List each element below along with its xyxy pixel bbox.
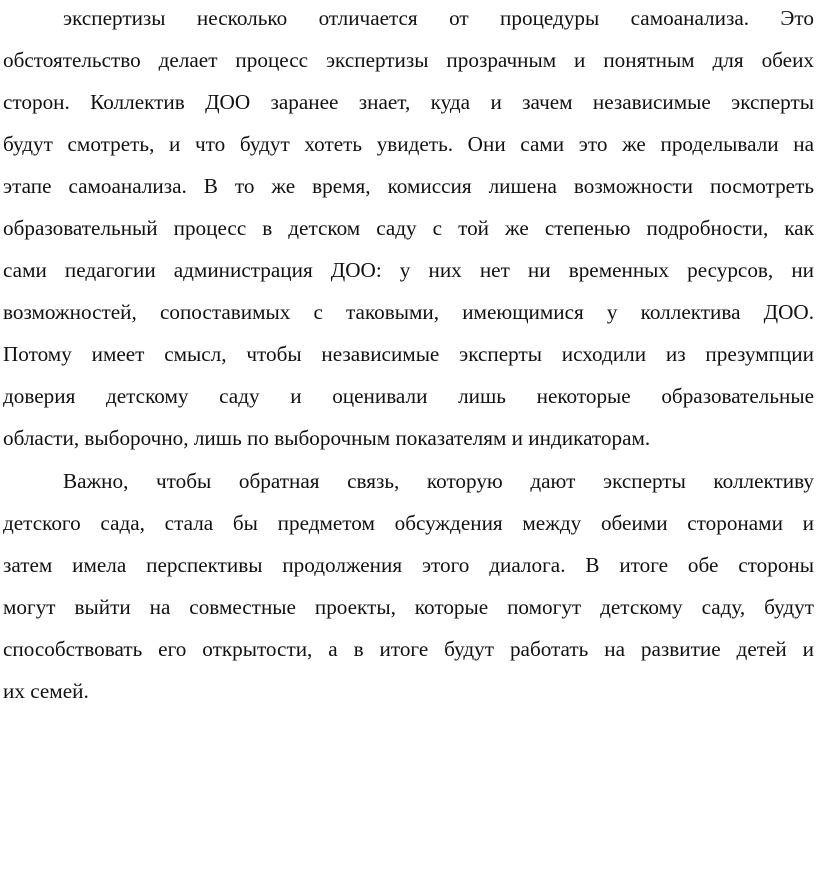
text-line: доверия детскому саду и оценивали лишь некоторые образовательные	[3, 384, 814, 408]
text-line: будут смотреть, и что будут хотеть увидеть. Они сами это же проделывали на	[3, 132, 814, 156]
text-line: их семей.	[3, 679, 89, 703]
text-line: способствовать его открытости, а в итоге будут работать на развитие детей и	[3, 637, 814, 661]
paragraph-1	[3, 0, 814, 459]
text-line: образовательный процесс в детском саду с той же степенью подробности, как	[3, 216, 814, 240]
text-line: сторон. Коллектив ДОО заранее знает, куда и зачем независимые эксперты	[3, 90, 814, 114]
text-line: обстоятельство делает процесс экспертизы прозрачным и понятным для обеих	[3, 48, 814, 72]
text-line: могут выйти на совместные проекты, которые помогут детскому саду, будут	[3, 595, 814, 619]
text-line: области, выборочно, лишь по выборочным показателям и индикаторам.	[3, 426, 651, 450]
text-line: сами педагогии администрация ДОО: у них нет ни временных ресурсов, ни	[3, 258, 814, 282]
text-line: возможностей, сопоставимых с таковыми, имеющимися у коллектива ДОО.	[3, 300, 814, 324]
text-line: этапе самоанализа. В то же время, комиссия лишена возможности посмотреть	[3, 174, 814, 198]
paragraph-2	[3, 460, 814, 712]
text-line: затем имела перспективы продолжения этого диалога. В итоге обе стороны	[3, 553, 814, 577]
text-line: экспертизы несколько отличается от процедуры самоанализа. Это	[63, 6, 814, 30]
text-line: Важно, чтобы обратная связь, которую дают эксперты коллективу	[63, 469, 814, 493]
text-line: детского сада, стала бы предметом обсуждения между обеими сторонами и	[3, 511, 814, 535]
text-line: Потому имеет смысл, чтобы независимые эксперты исходили из презумпции	[3, 342, 814, 366]
